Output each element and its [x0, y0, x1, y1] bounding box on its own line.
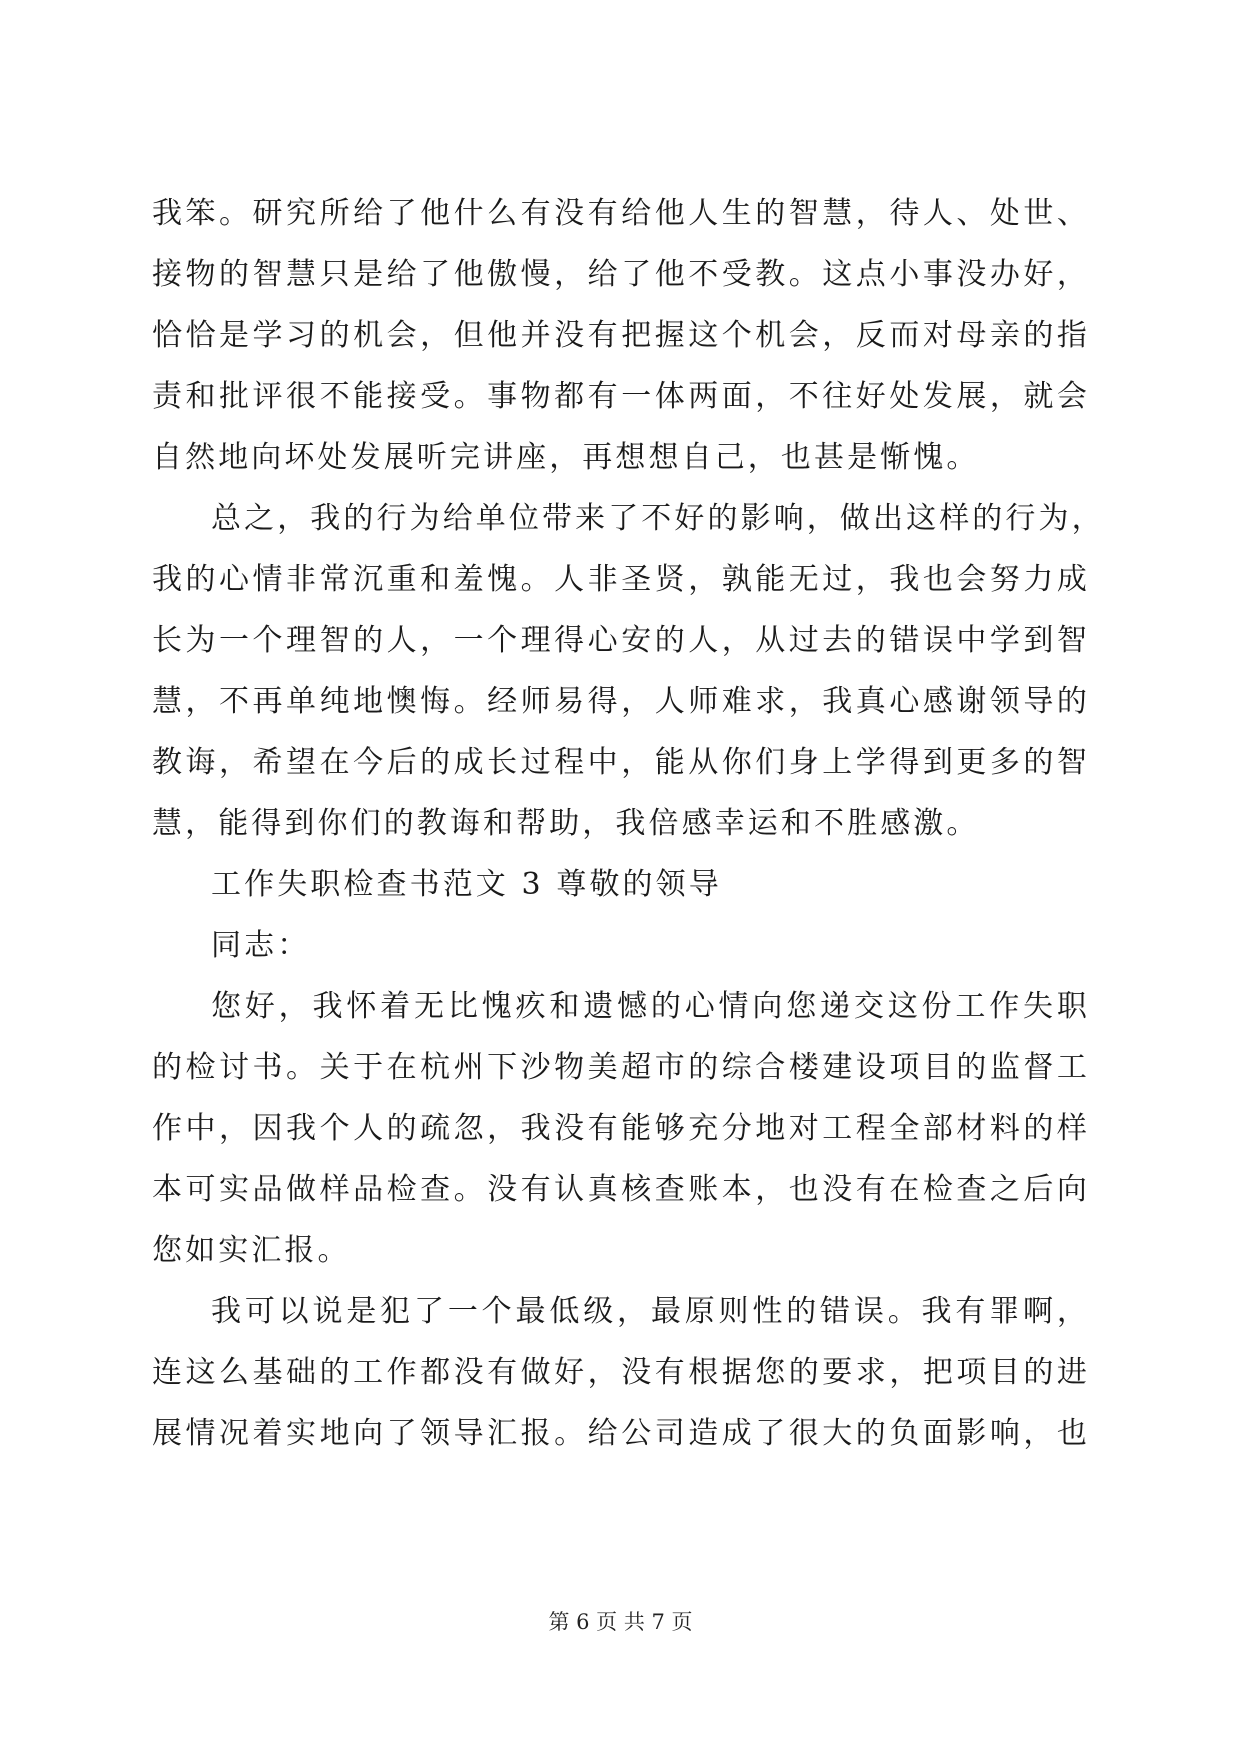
paragraph-line: 责和批评很不能接受。事物都有一体两面，不往好处发展，就会 — [152, 379, 1090, 414]
paragraph-line: 慧，能得到你们的教诲和帮助，我倍感幸运和不胜感激。 — [152, 806, 980, 841]
paragraph-line: 您好，我怀着无比愧疚和遗憾的心情向您递交这份工作失职 — [211, 989, 1090, 1024]
paragraph-line: 作中，因我个人的疏忽，我没有能够充分地对工程全部材料的样 — [152, 1111, 1090, 1146]
paragraph-line: 展情况着实地向了领导汇报。给公司造成了很大的负面影响，也 — [152, 1416, 1090, 1451]
paragraph-line: 长为一个理智的人，一个理得心安的人，从过去的错误中学到智 — [152, 623, 1090, 658]
paragraph-line: 我笨。研究所给了他什么有没有给他人生的智慧，待人、处世、 — [152, 196, 1090, 231]
paragraph-line: 教诲，希望在今后的成长过程中，能从你们身上学得到更多的智 — [152, 745, 1090, 780]
paragraph-line: 我可以说是犯了一个最低级，最原则性的错误。我有罪啊， — [211, 1294, 1090, 1329]
paragraph-line: 恰恰是学习的机会，但他并没有把握这个机会，反而对母亲的指 — [152, 318, 1090, 353]
paragraph-line: 连这么基础的工作都没有做好，没有根据您的要求，把项目的进 — [152, 1355, 1090, 1390]
salutation: 同志： — [211, 928, 311, 963]
paragraph-line: 的检讨书。关于在杭州下沙物美超市的综合楼建设项目的监督工 — [152, 1050, 1090, 1085]
paragraph-line: 慧，不再单纯地懊悔。经师易得，人师难求，我真心感谢领导的 — [152, 684, 1090, 719]
paragraph-line: 本可实品做样品检查。没有认真核查账本，也没有在检查之后向 — [152, 1172, 1090, 1207]
section-heading: 工作失职检查书范文 3 尊敬的领导 — [211, 867, 722, 902]
paragraph-line: 我的心情非常沉重和羞愧。人非圣贤，孰能无过，我也会努力成 — [152, 562, 1090, 597]
page-number-footer: 第 6 页 共 7 页 — [548, 1610, 693, 1634]
paragraph-line: 自然地向坏处发展听完讲座，再想想自己，也甚是惭愧。 — [152, 440, 980, 475]
paragraph-line: 您如实汇报。 — [152, 1233, 351, 1268]
paragraph-line: 总之，我的行为给单位带来了不好的影响，做出这样的行为， — [211, 501, 1105, 536]
paragraph-line: 接物的智慧只是给了他傲慢，给了他不受教。这点小事没办好， — [152, 257, 1090, 292]
